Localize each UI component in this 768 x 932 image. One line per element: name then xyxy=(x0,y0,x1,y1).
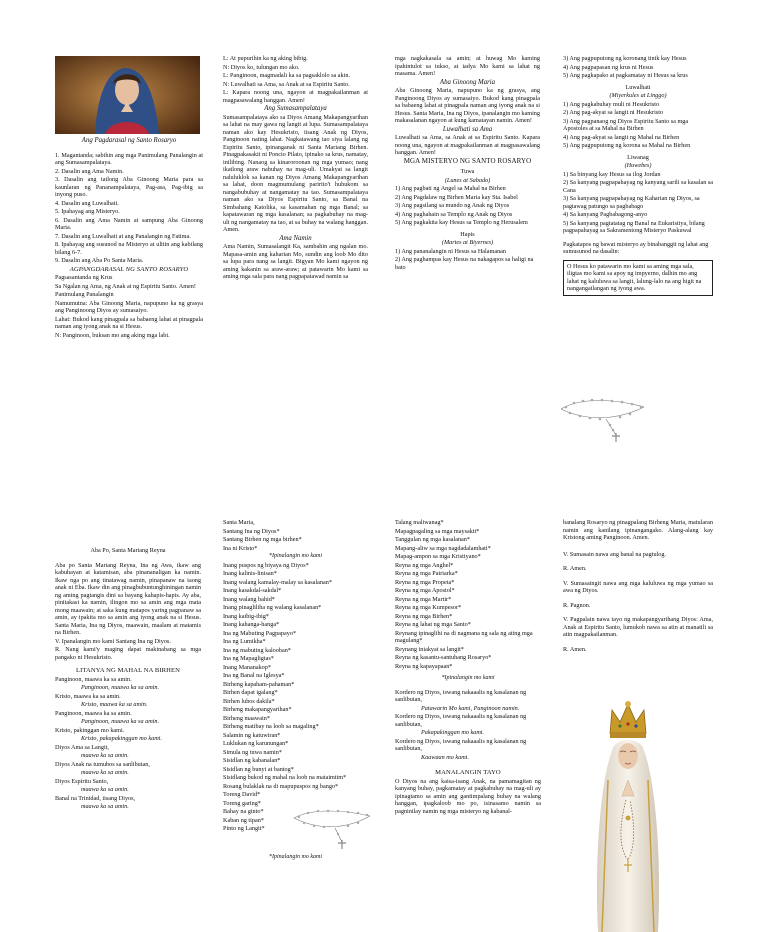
litany-invocation: Diyos Ama sa Langit, xyxy=(55,743,109,751)
mystery-item: 5) Ang pagkakita kay Hesus sa Templo ng Herusalem xyxy=(395,219,528,226)
litany-title-line: Reynang iniakyat sa langit* xyxy=(395,645,464,653)
versicle-line: N: Diyos ko, tulungan mo ako. xyxy=(223,63,300,71)
let-us-pray-title: MANALANGIN TAYO xyxy=(435,769,501,776)
litany-title-line: Ina ng Mapagligtas* xyxy=(223,655,274,662)
sorrowful-heading: Hapis xyxy=(460,230,475,238)
litany-foot-response: *Ipinalangin mo kami xyxy=(269,854,322,860)
litany-answer: maawa ka sa amin. xyxy=(81,786,129,793)
litany-list xyxy=(55,676,201,811)
hail-holy-queen-title: Aba Po, Santa Mariang Reyna xyxy=(90,547,166,554)
opening-prayers xyxy=(55,274,203,339)
versicle-line: L: At pupurihin ka ng aking bibig. xyxy=(223,55,308,62)
fatima-statue-image xyxy=(568,700,688,932)
litany-title-line: Reyna ng mga Anghel* xyxy=(395,561,454,569)
hail-mary-heading: Aba Ginoong Maria xyxy=(439,78,496,86)
rosary-step: 3. Dasalin ang tatlong Aba Ginoong Maria para sa kaunlaran ng Pananampalataya, Pag-asa, Pag-ibig sa inyong puso. xyxy=(55,176,203,198)
litany-answer: Panginoon, maawa ka sa amin. xyxy=(81,718,160,725)
mystery-item: 2) Ang paghampas kay Hesus na nakagapos sa haligi na bato xyxy=(395,256,534,271)
lamb-of-god-invocation: Kordero ng Diyos, iswang nakaaalis ng kasalanan ng sanlibutan, xyxy=(395,713,527,728)
versicle-line: L: Kapara noong una, ngayon at magpakailanman at magpasawalang hanggan. Amen! xyxy=(223,89,368,104)
mystery-item: 2) Ang pag-akyat sa langit ni Hesukristo xyxy=(563,109,664,116)
litany-answer: Panginoon, maawa ka sa amin. xyxy=(81,684,160,691)
litany-title-line: Reyna ng lahat ng mga Santo* xyxy=(395,621,471,628)
luminous-list xyxy=(563,171,713,235)
litany-invocation: Diyos Anak na tumubos sa sanlibutan, xyxy=(55,760,150,768)
versicle-line: L: Panginoon, magmadali ka sa pagsaklolo sa akin. xyxy=(223,72,350,79)
our-father-heading: Ama Namin xyxy=(279,234,312,242)
sorrowful-days: (Martes at Biyernes) xyxy=(441,239,494,246)
closing-prayer-cont: banalang Rosaryo ng pinagpalang Birheng Maria, matularan namin ang kanilang ipinangangako. Alang-alang kay Kristong aming Panginoon. Amen. xyxy=(563,519,713,541)
litany-title-line: Inang walang kamalay-malay sa kasalanan* xyxy=(223,578,332,586)
image-caption: Ang Pagdarasal ng Santo Rosaryo xyxy=(81,137,177,144)
litany-answer: Kristo, maawa ka sa amin. xyxy=(81,701,148,708)
rosary-step: 1. Magantanda; sabihin ang mga Panimulang Panalangin at ang Sumasampalataya. xyxy=(55,151,203,166)
litany-title-line: Ina ng Lumikha* xyxy=(223,638,266,645)
versicles xyxy=(223,55,368,104)
creed-text: Sumasampalataya ako sa Diyos Amang Makapangyarihan sa lahat na may gawa ng langit at lupa. Sumasampalataya naman ako kay Hesukristo, iisang Anak ng Diyos, Panginoon nating lahat. Nagkatawang tao siya lalang ng Espiritu Santo, ipinanganak ni Santa Mariang Birhen. Pinagpakasakit ni Poncio Pilato, ipinako sa krus, namatay, inilibing. Nanaog sa kinaroroonan ng mga yumao; nang ikatlong araw nabuhay na mag-uli. Umakyat sa langit naluluklok sa kanan ng Diyos Amang Makapangyarihan sa lahat, doon magmumulang paririto't huhukom sa nangabubuhay at nangamatay na tao. Sumasampalataya naman ako sa Diyos Espiritu Santo, sa Banal na Simbahang Katolika, sa kasamahan ng mga Banal; sa kapatawaran ng mga kasalanan; sa pagkabuhay na mag-uli ng nangamatay na tao, at sa buhay na walang hanggan. Amen. xyxy=(223,113,368,233)
mystery-item: 2) Ang Pagdalaw ng Birhen Maria kay Sta. Isabel xyxy=(395,193,518,201)
lamb-of-god-answer: Patawarin Mo kami, Panginoon namin. xyxy=(421,704,520,712)
rosary-step: 7. Dasalin ang Luwalhati at ang Panalangin ng Fatima. xyxy=(55,232,191,240)
versicle: V. Ipanalangin mo kami Santang Ina ng Diyos. xyxy=(55,637,171,645)
litany-title-line: Toreng garing* xyxy=(223,799,261,807)
let-us-pray-text: O Diyos na ang kaisa-isang Anak, na pamamagitan ng kanyang buhay, pagkamatay at pagkabuhay na mag-uli ay ipinagtamo sa amin ang gantimpalang buhay na walang hanggan, ipagkaloob mo po, isinasamo namin sa pagninilay namin ng mga misteryo ng kabanal- xyxy=(395,777,541,815)
creed-heading: Ang Sumasampalataya xyxy=(264,105,327,112)
litany-title-line: Birhen lubos dakila* xyxy=(223,697,275,705)
prayer-line: Lahat: Bukod kang pinagpala sa babaeng lahat at pinagpala naman ang iyong anak na si Hesus. xyxy=(55,315,203,330)
rosary-step: 8. Ipahayag ang susunod na Misteryo at ulitin ang kabilang bilang 6-7. xyxy=(55,241,203,256)
response-1: R. Amen. xyxy=(563,565,587,572)
litany-title-line: Tanggulan ng mga kasalanan* xyxy=(395,536,470,543)
litany-title: LITANYA NG MAHAL NA BIRHEN xyxy=(75,667,181,674)
after-mystery-note: Pagkatapos ng bawat misteryo ay binabanggit ng lahat ang sumusunod na dasalin: xyxy=(563,240,709,255)
prayer-line: Sa Ngalan ng Ama, ng Anak at ng Espiritu Santo. Amen! xyxy=(55,282,196,290)
litany-title-line: Inang puspos ng biyaya ng Diyos* xyxy=(223,561,309,569)
mystery-item: 4) Ang paghahain sa Templo ng Anak ng Diyos xyxy=(395,210,513,218)
hail-mary-text: Aba Ginoong Maria, napupuno ka ng grasya, ang Panginoong Diyos ay sumasaiyo. Bukod kang pinagpala sa babaeng lahat at pinagpala naman ang iyong anak na si Hesus. Santa Maria, Ina ng Diyos, ipanalangin mo kaming makasalanan ngayon at kung kamatayan namin. Amen! xyxy=(395,87,540,124)
hail-holy-queen-text: Aba po Santa Mariang Reyna, Ina ng Awa, ikaw ang kabuhayan at katamisan, aba pinananaligan ka namin. Ikaw nga po ang tinatawag namin, pinapanaw na taong anak ni Eba. Ikaw din ang pinagbubuntunghiningan namin ng aming pagtangis dini sa bayang kahapis-hapis. Ay aba, pinitakasi ka namin, ilingon mo sa amin ang mga mata mong maawain; at saka kung matapos yaring pagpanaw sa amin, ay ipakita mo sa amin ang iyong anak na si Hesus. Santa Maria, Ina ng Diyos, maawain, maalam at matamis na Birhen. xyxy=(55,561,201,636)
prayer-line: Panimulang Panalangin xyxy=(55,291,114,298)
prayer-line: Namumutna: Aba Ginoong Maria, napupuno ka ng grasya ang Panginoong Diyos ay sumasaiyo. xyxy=(55,299,203,314)
litany-invocation: Banal na Trinidad, iisang Diyos, xyxy=(55,794,136,802)
mystery-item: 1) Ang pagbati ng Angel sa Mahal na Birhen xyxy=(395,185,506,192)
mystery-item: 5) Sa kanyang pagtatatag ng Banal na Eukaristiya, bilang pagpapahayag sa Sakramentong Misteryo Paskuwal xyxy=(563,219,705,234)
joyful-list xyxy=(395,185,540,227)
mystery-item: 1) Ang pananalangin ni Hesus sa Halamanan xyxy=(395,247,506,255)
litany-title-line: Salamin ng katuwiran* xyxy=(223,731,281,739)
litany-title-line: Luklukan ng karunungan* xyxy=(223,740,289,747)
mystery-item: 4) Ang pagpapasan ng krus ni Hesus xyxy=(563,63,654,71)
litany-title-line: Reyna ng mga Birhen* xyxy=(395,612,453,620)
litany-title-line: Sisidlang bukod ng mahal na loob na mataimtim* xyxy=(223,774,347,781)
litany-response-2: *Ipinalangin mo kami xyxy=(441,675,495,681)
rosary-image xyxy=(556,395,651,443)
versicle-1: V. Sumasain nawa ang banal na pagtulog. xyxy=(563,550,666,558)
lamb-of-god xyxy=(395,689,541,762)
litany-title-line: Birheng matibay na loob sa magaling* xyxy=(223,723,319,730)
glory-be-text: Luwalhati sa Ama, sa Anak at sa Espiritu Santo. Kapara noong una, ngayon at magpakailanman at magpasawalang hanggan. Amen! xyxy=(395,134,540,156)
mystery-item: 4) Ang pag-akyat sa langit ng Mahal na Birhen xyxy=(563,133,680,141)
litany-title-line: Reynang ipinaglihi na di nagmana ng sala ng ating mga magulang* xyxy=(395,629,533,644)
litany-title-line: Rosang bulaklak na di mapupuspos ng bango* xyxy=(223,782,339,790)
our-father-text: Ama Namin, Sumasalangit Ka, sambahin ang ngalan mo. Mapasa-amin ang kaharian Mo, sundin ang loob Mo dito sa lupa para nang sa langit. Bigyan Mo kami ngayon ng aming kakanin sa araw-araw; at patawarin Mo kami sa aming mga sala para nang pagpapatawad namin sa xyxy=(223,243,368,280)
luminous-heading: Liwanag xyxy=(627,153,649,161)
joyful-days: (Lunes at Sabado) xyxy=(444,176,491,184)
litany-response: *Ipinalangin mo kami xyxy=(269,553,322,559)
our-father-end: mga nagkakasala sa amin; at huwag Mo kaming ipahintulot sa tukso, at iadya Mo kami sa lahat ng masama. Amen! xyxy=(395,55,540,77)
litany-title-line: Bahay na ginto* xyxy=(223,808,264,815)
rosary-step: 6. Dasalin ang Ama Namin at sampung Aba Ginoong Maria. xyxy=(55,216,203,231)
litany-title-line: Inang kasakdal-sakdal* xyxy=(223,587,282,594)
lamb-of-god-answer: Kaawaan mo kami. xyxy=(421,753,469,761)
litany-title-line: Reyna ng mga Apostol* xyxy=(395,587,455,594)
section-title: AGPANGDARASAL NG SANTO ROSARYO xyxy=(69,265,189,273)
litany-title-line: Santang Birhen ng mga birhen* xyxy=(223,536,302,543)
litany-titles xyxy=(223,562,368,833)
mystery-item: 4) Sa kanyang Pagbabagong-anyo xyxy=(563,211,648,218)
litany-titles-top xyxy=(223,519,368,552)
luminous-days: (Huwebes) xyxy=(624,162,652,169)
mystery-item: 3) Ang pagpanaog ng Diyos Espiritu Santo sa mga Apostoles at sa Mahal na Birhen xyxy=(563,117,689,132)
litany-invocation: Panginoon, maawa ka sa amin. xyxy=(55,709,132,717)
sorrowful-list xyxy=(395,248,540,272)
glorious-days: (Miyerkules at Linggo) xyxy=(609,92,667,99)
mystery-item: 3) Sa kanyang pagpapahayag ng Kaharian ng Diyos, sa pagtawag patungo sa pagbabago xyxy=(563,195,700,210)
litany-title-line: Kaban ng tipan* xyxy=(223,816,264,824)
glory-be-heading: Luwalhati sa Ama xyxy=(442,125,493,133)
prayer-line: N: Panginoon, buksan mo ang aking mga labi. xyxy=(55,331,170,339)
rosary-step: 9. Dasalin ang Aba Po Santa Maria. xyxy=(55,257,144,264)
litany-title-line: Ina ng Banal na Iglesya* xyxy=(223,672,285,679)
litany-title-line: Inang kalinis-linisan* xyxy=(223,570,277,577)
rosary-steps xyxy=(55,152,203,265)
litany-title-line: Birhen dapat igalang* xyxy=(223,689,278,696)
versicle-2: V. Sumasaingit nawa ang mga kaluluwa ng mga yumao sa awa ng Diyos. xyxy=(563,579,713,594)
mystery-item: 3) Ang pagsilang sa mundo ng Anak ng Diyos xyxy=(395,202,510,209)
litany-title-line: Birheng makapangyarihan* xyxy=(223,706,292,713)
litany-title-line: Reyna ng mga Martir* xyxy=(395,595,452,603)
rosary-step: 4. Dasalin ang Luwalhati. xyxy=(55,199,119,207)
litany-title-line: Santang Ina ng Diyos* xyxy=(223,527,280,535)
litany-title-line: Sisidlan ng bunyi at bantog* xyxy=(223,765,294,773)
joyful-heading: Tuwa xyxy=(460,168,475,175)
prayer-line: Pagsasantanda ng Krus xyxy=(55,274,113,281)
litany-answer: Kristo, pakapakinggan mo kami. xyxy=(81,735,162,742)
litany-answer: maawa ka sa amin. xyxy=(81,752,129,759)
litany-title-line: Ina ng mabuting kalooban* xyxy=(223,646,291,654)
litany-title-line: Inang kaibig-ibig* xyxy=(223,612,269,620)
litany-invocation: Kristo, maawa ka sa amin. xyxy=(55,692,121,700)
mysteries-title: MGA MISTERYO NG SANTO ROSARYO xyxy=(403,156,532,165)
rosary-step: 5. Ipahayag ang Misteryo. xyxy=(55,208,120,215)
mystery-item: 1) Sa binyang kay Hesus sa ilog Jordan xyxy=(563,170,661,178)
response-3: R. Amen. xyxy=(563,645,587,653)
mystery-item: 1) Ang pagkabuhay muli ni Hesukristo xyxy=(563,100,660,108)
mystery-item: 5) Ang pagpuputong ng korona sa Mahal na Birhen xyxy=(563,142,691,149)
litany-title-line: Talang maliwanag* xyxy=(395,519,444,526)
litany-title-line: Mapang-aliw sa mga nagdadalamhati* xyxy=(395,544,491,552)
litany-title-line: Mapagpagaling sa mga maysakit* xyxy=(395,527,480,535)
litany-title-line: Toreng David* xyxy=(223,791,261,798)
response-2: R. Pagnon. xyxy=(563,601,591,609)
rosary-image-bottom xyxy=(290,808,375,850)
litany-titles-cont xyxy=(395,519,541,670)
litany-invocation: Kristo, pakinggan mo kami. xyxy=(55,726,125,734)
mary-praying-image xyxy=(55,56,200,134)
response: R. Nang kami'y maging dapat makinabang sa mga pangako ni Hesukristo. xyxy=(55,646,201,661)
litany-title-line: Reyna ng kapayapaan* xyxy=(395,662,453,670)
litany-title-line: Inang walang bahid* xyxy=(223,595,275,603)
litany-title-line: Pinto ng Langit* xyxy=(223,825,265,832)
litany-title-line: Reyna ng mga Kumpesor* xyxy=(395,604,462,611)
versicle-line: N: Luwalhati sa Ama, sa Anak at sa Espiritu Santo. xyxy=(223,80,350,88)
litany-title-line: Sisidlan ng kabanalan* xyxy=(223,757,281,764)
litany-title-line: Simula ng tuwa namin* xyxy=(223,748,282,756)
litany-title-line: Inang Mananakop* xyxy=(223,663,271,671)
mystery-item: 2) Sa kanyang pagpapahayag ng kanyang sarili sa kasalan sa Cana xyxy=(563,179,713,194)
litany-title-line: Ina ni Kristo* xyxy=(223,544,258,552)
litany-title-line: Santa Maria, xyxy=(223,519,255,526)
glorious-heading: Luwalhati xyxy=(625,83,651,91)
litany-title-line: Reyna ng mga Patriarka* xyxy=(395,570,458,577)
lamb-of-god-invocation: Kordero ng Diyos, iswang nakaaalis ng kasalanan ng sanlibutan, xyxy=(395,737,527,752)
litany-title-line: Inang kahanga-hanga* xyxy=(223,621,280,628)
litany-title-line: Reyna ng mga Propeta* xyxy=(395,578,455,586)
lamb-of-god-invocation: Kordero ng Diyos, iswang nakaaalis ng kasalanan ng sanlibutan, xyxy=(395,688,527,703)
litany-title-line: Birheng maawain* xyxy=(223,714,270,722)
litany-invocation: Panginoon, maawa ka sa amin. xyxy=(55,675,132,683)
litany-answer: maawa ka sa amin. xyxy=(81,769,129,776)
lamb-of-god-answer: Pakapakinggan mo kami. xyxy=(421,729,485,736)
litany-invocation: Diyos Espiritu Santo, xyxy=(55,777,109,785)
mystery-item: 5) Ang pagkapako at pagkamatay ni Hesus sa krus xyxy=(563,72,688,79)
versicle-3: V. Pagpalain nawa tayo ng makapangyarihang Diyos: Ama, Anak at Espiritu Santo, lumukob nawa sa atin at manatili sa atin magpakailanman. xyxy=(563,616,713,638)
litany-title-line: Ina ng Mabuting Pagpapayo* xyxy=(223,629,297,637)
glorious-list xyxy=(563,101,713,150)
mystery-item: 3) Ang pagpuputong ng koronang tinik kay Hesus xyxy=(563,55,687,62)
litany-answer: maawa ka sa amin. xyxy=(81,803,129,810)
litany-title-line: Inang pinagliliha ng walang kasalanan* xyxy=(223,604,322,611)
litany-title-line: Birheng kapaham-pahaman* xyxy=(223,680,295,688)
rosary-step: 2. Dasalin ang Ama Namin. xyxy=(55,167,124,175)
litany-title-line: Mapag-ampon sa mga Kristiyano* xyxy=(395,553,481,560)
fatima-prayer-box: O Hesus ko patawarin mo kami sa aming mga sala, iligtas mo kami sa apoy ng impyerno, dalhin mo ang lahat ng kaluluwa sa langit, lalung-lalo na ang higit na nangangailangan ng iyong awa. xyxy=(563,260,713,296)
litany-title-line: Reyna ng kasantu-santuhang Rosaryo* xyxy=(395,654,492,661)
sorrowful-list-cont xyxy=(563,55,713,80)
